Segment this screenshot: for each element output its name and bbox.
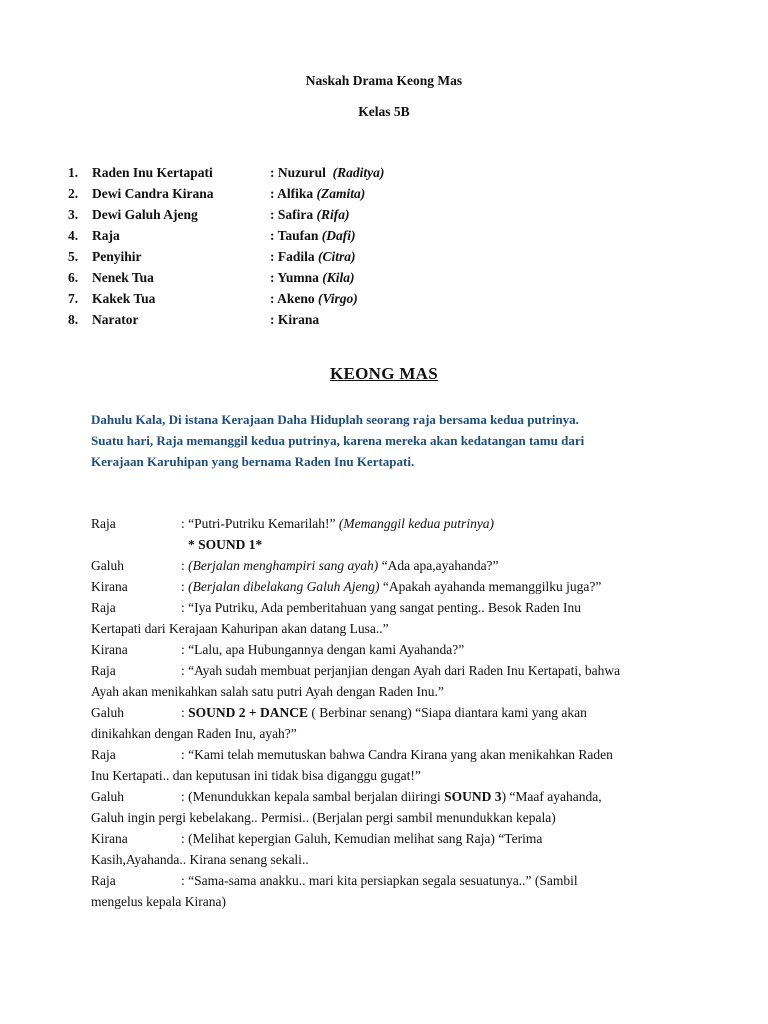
speaker: Kirana [91,579,128,594]
cast-role: Raden Inu Kertapati [92,165,213,180]
dialogue-text: : “Sama-sama anakku.. mari kita persiapkan segala sesuatunya..” (Sambil [181,873,578,888]
colon: : [181,579,185,594]
cast-number: 4. [68,228,79,243]
dialogue-line [91,744,691,765]
dialogue-text: “Apakah ayahanda memanggilku juga?” [382,579,602,594]
dialogue-text: : “Putri-Putriku Kemarilah!” [181,516,336,531]
cast-role: Narator [92,312,139,327]
cast-role: Raja [92,228,120,243]
dialogue-line [91,870,691,891]
cast-actor-note: (Zamita) [316,186,366,201]
cast-item [68,312,384,333]
dialogue-continuation: mengelus kepala Kirana) [91,894,226,909]
dialogue-line [91,786,691,807]
sound-cue: * SOUND 1* [188,537,263,552]
speaker: Galuh [91,558,124,573]
speaker: Raja [91,600,116,615]
cast-actor-note: (Rifa) [316,207,350,222]
speaker: Kirana [91,831,128,846]
dialogue-text: : “Kami telah memutuskan bahwa Candra Kirana yang akan menikahkan Raden [181,747,613,762]
cast-actor: : Yumna [270,270,319,285]
dialogue-text: : “Ayah sudah membuat perjanjian dengan Ayah dari Raden Inu Kertapati, bahwa [181,663,621,678]
cast-item [68,291,384,312]
cast-role: Nenek Tua [92,270,154,285]
cast-number: 1. [68,165,79,180]
dialogue-text: “Ada apa,ayahanda?” [381,558,499,573]
dialogue-line [91,660,691,681]
intro-paragraph [91,409,691,472]
cast-role: Penyihir [92,249,142,264]
cast-list [68,165,384,333]
cast-actor-note: (Kila) [322,270,355,285]
sound-cue: SOUND 3 [444,789,502,804]
cast-actor: : Akeno [270,291,315,306]
cast-number: 3. [68,207,79,222]
colon: : [181,705,185,720]
cast-actor: : Nuzurul [270,165,326,180]
cast-role: Kakek Tua [92,291,156,306]
cast-role: Dewi Candra Kirana [92,186,214,201]
dialogue-line [91,702,691,723]
cast-actor-note: (Dafi) [321,228,356,243]
dialogue-line [91,597,691,618]
speaker: Galuh [91,789,124,804]
cast-actor-note: (Virgo) [318,291,358,306]
dialogue-line [91,639,691,660]
stage-direction: (Berjalan dibelakang Galuh Ajeng) [188,579,380,594]
cast-item [68,165,384,186]
dialogue-text: : “Iya Putriku, Ada pemberitahuan yang sangat penting.. Besok Raden Inu [181,600,582,615]
document-title: Naskah Drama Keong Mas [305,73,463,88]
dialogue-line [91,513,691,534]
cast-item [68,186,384,207]
dialogue-continuation: Kasih,Ayahanda.. Kirana senang sekali.. [91,852,309,867]
cast-actor: : Alfika [270,186,314,201]
sound-cue: SOUND 2 + DANCE [188,705,308,720]
dialogue-text: : (Melihat kepergian Galuh, Kemudian melihat sang Raja) “Terima [181,831,543,846]
dialogue-text: : (Menundukkan kepala sambal berjalan diiringi [181,789,441,804]
intro-line: Kerajaan Karuhipan yang bernama Raden Inu Kertapati. [91,454,415,469]
cast-actor: : Kirana [270,312,320,327]
class-label: Kelas 5B [358,104,410,119]
dialogue-continuation: Inu Kertapati.. dan keputusan ini tidak bisa diganggu gugat!” [91,768,421,783]
dialogue-text: ) “Maaf ayahanda, [501,789,602,804]
speaker: Raja [91,747,116,762]
section-title: KEONG MAS [329,364,438,383]
cast-item [68,207,384,228]
colon: : [181,558,185,573]
stage-direction: (Memanggil kedua putrinya) [338,516,495,531]
cast-actor: : Fadila [270,249,315,264]
intro-line: Dahulu Kala, Di istana Kerajaan Daha Hiduplah seorang raja bersama kedua putrinya. [91,412,579,427]
intro-line: Suatu hari, Raja memanggil kedua putrinya, karena mereka akan kedatangan tamu dari [91,433,585,448]
cast-item [68,270,384,291]
cast-number: 7. [68,291,79,306]
dialogue-continuation: dinikahkan dengan Raden Inu, ayah?” [91,726,297,741]
dialogue-continuation: Ayah akan menikahkan salah satu putri Ayah dengan Raden Inu.” [91,684,444,699]
cast-number: 5. [68,249,79,264]
dialogue-continuation: Kertapati dari Kerajaan Kahuripan akan datang Lusa..” [91,621,389,636]
speaker: Galuh [91,705,124,720]
cast-item [68,249,384,270]
dialogue-text: ( Berbinar senang) “Siapa diantara kami yang akan [311,705,587,720]
dialogue-text: : “Lalu, apa Hubungannya dengan kami Ayahanda?” [181,642,465,657]
dialogue-script [91,513,691,912]
cast-item [68,228,384,249]
stage-direction: (Berjalan menghampiri sang ayah) [188,558,379,573]
dialogue-line [91,576,691,597]
dialogue-line [91,828,691,849]
cast-role: Dewi Galuh Ajeng [92,207,198,222]
speaker: Raja [91,663,116,678]
speaker: Raja [91,873,116,888]
cast-actor: : Taufan [270,228,319,243]
cast-actor: : Safira [270,207,314,222]
cast-number: 8. [68,312,79,327]
cast-actor-note: (Citra) [318,249,356,264]
cast-number: 2. [68,186,79,201]
dialogue-continuation: Galuh ingin pergi kebelakang.. Permisi.. (Berjalan pergi sambil menundukkan kepala) [91,810,556,825]
cast-number: 6. [68,270,79,285]
cast-actor-note: (Raditya) [332,165,385,180]
dialogue-line [91,555,691,576]
speaker: Raja [91,516,116,531]
speaker: Kirana [91,642,128,657]
